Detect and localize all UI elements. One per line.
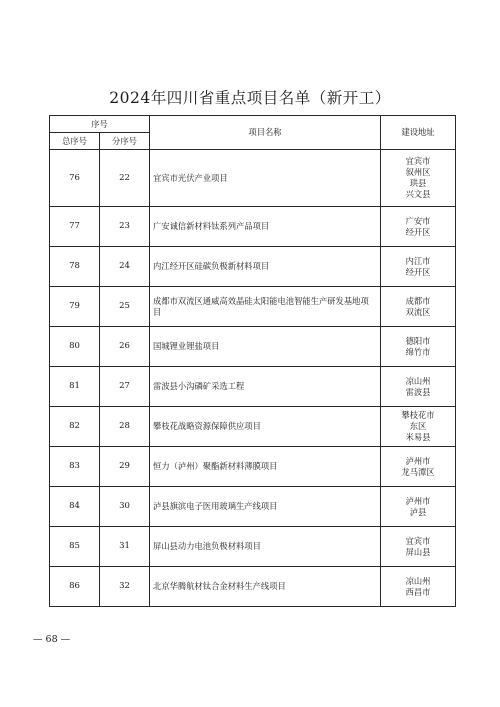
table-row (50, 527, 456, 567)
table-row (50, 447, 456, 487)
page-number: — 68 — (33, 634, 71, 645)
total-no-cell: 78 (50, 247, 100, 287)
table-row (50, 407, 456, 447)
total-no-cell: 83 (50, 447, 100, 487)
total-no-cell: 84 (50, 487, 100, 527)
sub-no-cell: 27 (100, 367, 150, 407)
table-row (50, 247, 456, 287)
location-cell: 成都市 双流区 (381, 287, 456, 327)
page-title: 2024年四川省重点项目名单（新开工） (109, 89, 391, 107)
table-row (50, 287, 456, 327)
header-total-no: 总序号 (50, 133, 100, 150)
sub-no-cell: 22 (100, 150, 150, 207)
project-name-cell: 北京华腾航材钛合金材料生产线项目 (150, 567, 381, 607)
location-cell: 内江市 经开区 (381, 247, 456, 287)
table-row (50, 567, 456, 607)
total-no-cell: 77 (50, 207, 100, 247)
table-row (50, 327, 456, 367)
location-cell: 泸州市 龙马潭区 (381, 447, 456, 487)
sub-no-cell: 29 (100, 447, 150, 487)
header-location: 建设地址 (381, 116, 456, 150)
sub-no-cell: 25 (100, 287, 150, 327)
sub-no-cell: 30 (100, 487, 150, 527)
project-name-cell: 内江经开区硅碳负极新材料项目 (150, 247, 381, 287)
project-name-cell: 泸县旗滨电子医用玻璃生产线项目 (150, 487, 381, 527)
sub-no-cell: 24 (100, 247, 150, 287)
sub-no-cell: 23 (100, 207, 150, 247)
total-no-cell: 80 (50, 327, 100, 367)
total-no-cell: 85 (50, 527, 100, 567)
header-serial-group: 序号 (50, 116, 150, 133)
location-cell: 德阳市 绵竹市 (381, 327, 456, 367)
header-project-name: 项目名称 (150, 116, 381, 150)
header-sub-no: 分序号 (100, 133, 150, 150)
project-name-cell: 屏山县动力电池负极材料项目 (150, 527, 381, 567)
sub-no-cell: 31 (100, 527, 150, 567)
table-row (50, 150, 456, 207)
table-row (50, 207, 456, 247)
project-name-cell: 广安诚信新材料钛系列产品项目 (150, 207, 381, 247)
total-no-cell: 76 (50, 150, 100, 207)
location-cell: 凉山州 雷波县 (381, 367, 456, 407)
location-cell: 凉山州 西昌市 (381, 567, 456, 607)
sub-no-cell: 28 (100, 407, 150, 447)
sub-no-cell: 32 (100, 567, 150, 607)
project-table (49, 115, 456, 607)
location-cell: 泸州市 泸县 (381, 487, 456, 527)
project-name-cell: 雷波县小沟磷矿采选工程 (150, 367, 381, 407)
project-name-cell: 攀枝花战略资源保障供应项目 (150, 407, 381, 447)
location-cell: 广安市 经开区 (381, 207, 456, 247)
project-name-cell: 成都市双流区通威高效晶硅太阳能电池智能生产研发基地项目 (150, 287, 381, 327)
location-cell: 宜宾市 叙州区 珙县 兴文县 (381, 150, 456, 207)
table-row (50, 487, 456, 527)
project-name-cell: 宜宾市光伏产业项目 (150, 150, 381, 207)
table-row (50, 367, 456, 407)
total-no-cell: 81 (50, 367, 100, 407)
location-cell: 宜宾市 屏山县 (381, 527, 456, 567)
location-cell: 攀枝花市 东区 米易县 (381, 407, 456, 447)
total-no-cell: 82 (50, 407, 100, 447)
sub-no-cell: 26 (100, 327, 150, 367)
project-name-cell: 恒力（泸州）聚酯新材料薄膜项目 (150, 447, 381, 487)
project-name-cell: 国城锂业锂盐项目 (150, 327, 381, 367)
total-no-cell: 86 (50, 567, 100, 607)
total-no-cell: 79 (50, 287, 100, 327)
